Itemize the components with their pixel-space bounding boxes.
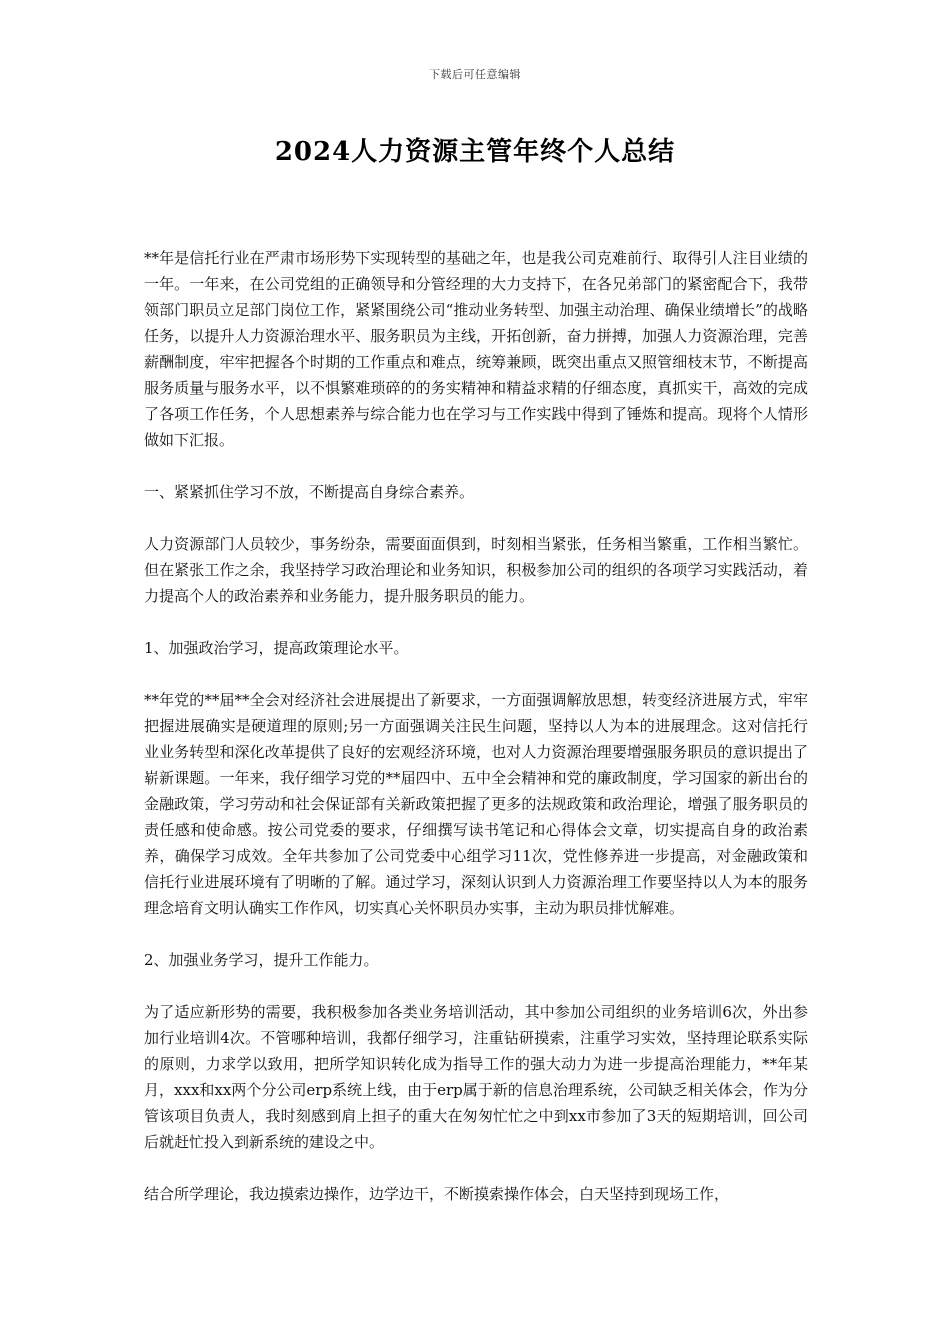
paragraph-political-study: **年党的**届**全会对经济社会进展提出了新要求，一方面强调解放思想，转变经济进展方式，牢牢把握进展确实是硬道理的原则;另一方面强调关注民生问题，坚持以人为本的进展理念。这对信托行业业务转型和深化改革提供了良好的宏观经济环境，也对人力资源治理要增强服务职员的意识提出了崭新课题。一年来，我仔细学习党的**届四中、五中全会精神和党的廉政制度，学习国家的新出台的金融政策，学习劳动和社会保证部有关新政策把握了更多的法规政策和政治理论，增强了服务职员的责任感和使命感。按公司党委的要求，仔细撰写读书笔记和心得体会文章，切实提高自身的政治素养，确保学习成效。全年共参加了公司党委中心组学习11次，党性修养进一步提高，对金融政策和信托行业进展环境有了明晰的了解。通过学习，深刻认识到人力资源治理工作要坚持以人为本的服务理念培育文明认确实工作作风，切实真心关怀职员办实事，主动为职员排忧解难。: [144, 691, 808, 917]
document-body: [144, 245, 808, 1233]
page-title: 2024人力资源主管年终个人总结: [274, 137, 676, 167]
paragraph-continued: 结合所学理论，我边摸索边操作，边学边干，不断摸索操作体会，白天坚持到现场工作，: [144, 1185, 730, 1203]
section-heading-1: 一、紧紧抓住学习不放，不断提高自身综合素养。: [144, 483, 475, 501]
paragraph-intro: **年是信托行业在严肃市场形势下实现转型的基础之年，也是我公司克难前行、取得引人注目业绩的一年。一年来，在公司党组的正确领导和分管经理的大力支持下，在各兄弟部门的紧密配合下，我带领部门职员立足部门岗位工作，紧紧围绕公司“推动业务转型、加强主动治理、确保业绩增长”的战略任务，以提升人力资源治理水平、服务职员为主线，开拓创新，奋力拼搏，加强人力资源治理，完善薪酬制度，牢牢把握各个时期的工作重点和难点，统筹兼顾，既突出重点又照管细枝末节，不断提高服务质量与服务水平，以不惧繁难琐碎的的务实精神和精益求精的仔细态度，真抓实干，高效的完成了各项工作任务，个人思想素养与综合能力也在学习与工作实践中得到了锤炼和提高。现将个人情形做如下汇报。: [144, 249, 808, 449]
header-note: 下载后可任意编辑: [429, 68, 521, 81]
paragraph-section-1: 人力资源部门人员较少，事务纷杂，需要面面俱到，时刻相当紧张，任务相当繁重，工作相当繁忙。但在紧张工作之余，我坚持学习政治理论和业务知识，积极参加公司的组织的各项学习实践活动，着力提高个人的政治素养和业务能力，提升服务职员的能力。: [144, 535, 808, 605]
paragraph-business-study: 为了适应新形势的需要，我积极参加各类业务培训活动，其中参加公司组织的业务培训6次，外出参加行业培训4次。不管哪种培训，我都仔细学习，注重钻研摸索，注重学习实效，坚持理论联系实际的原则，力求学以致用，把所学知识转化成为指导工作的强大动力为进一步提高治理能力，**年某月，xxx和xx两个分公司erp系统上线，由于erp属于新的信息治理系统，公司缺乏相关体会，作为分管该项目负责人，我时刻感到肩上担子的重大在匆匆忙忙之中到xx市参加了3天的短期培训，回公司后就赶忙投入到新系统的建设之中。: [144, 1003, 808, 1151]
subheading-2: 2、加强业务学习，提升工作能力。: [144, 951, 379, 969]
subheading-1: 1、加强政治学习，提高政策理论水平。: [144, 639, 409, 657]
